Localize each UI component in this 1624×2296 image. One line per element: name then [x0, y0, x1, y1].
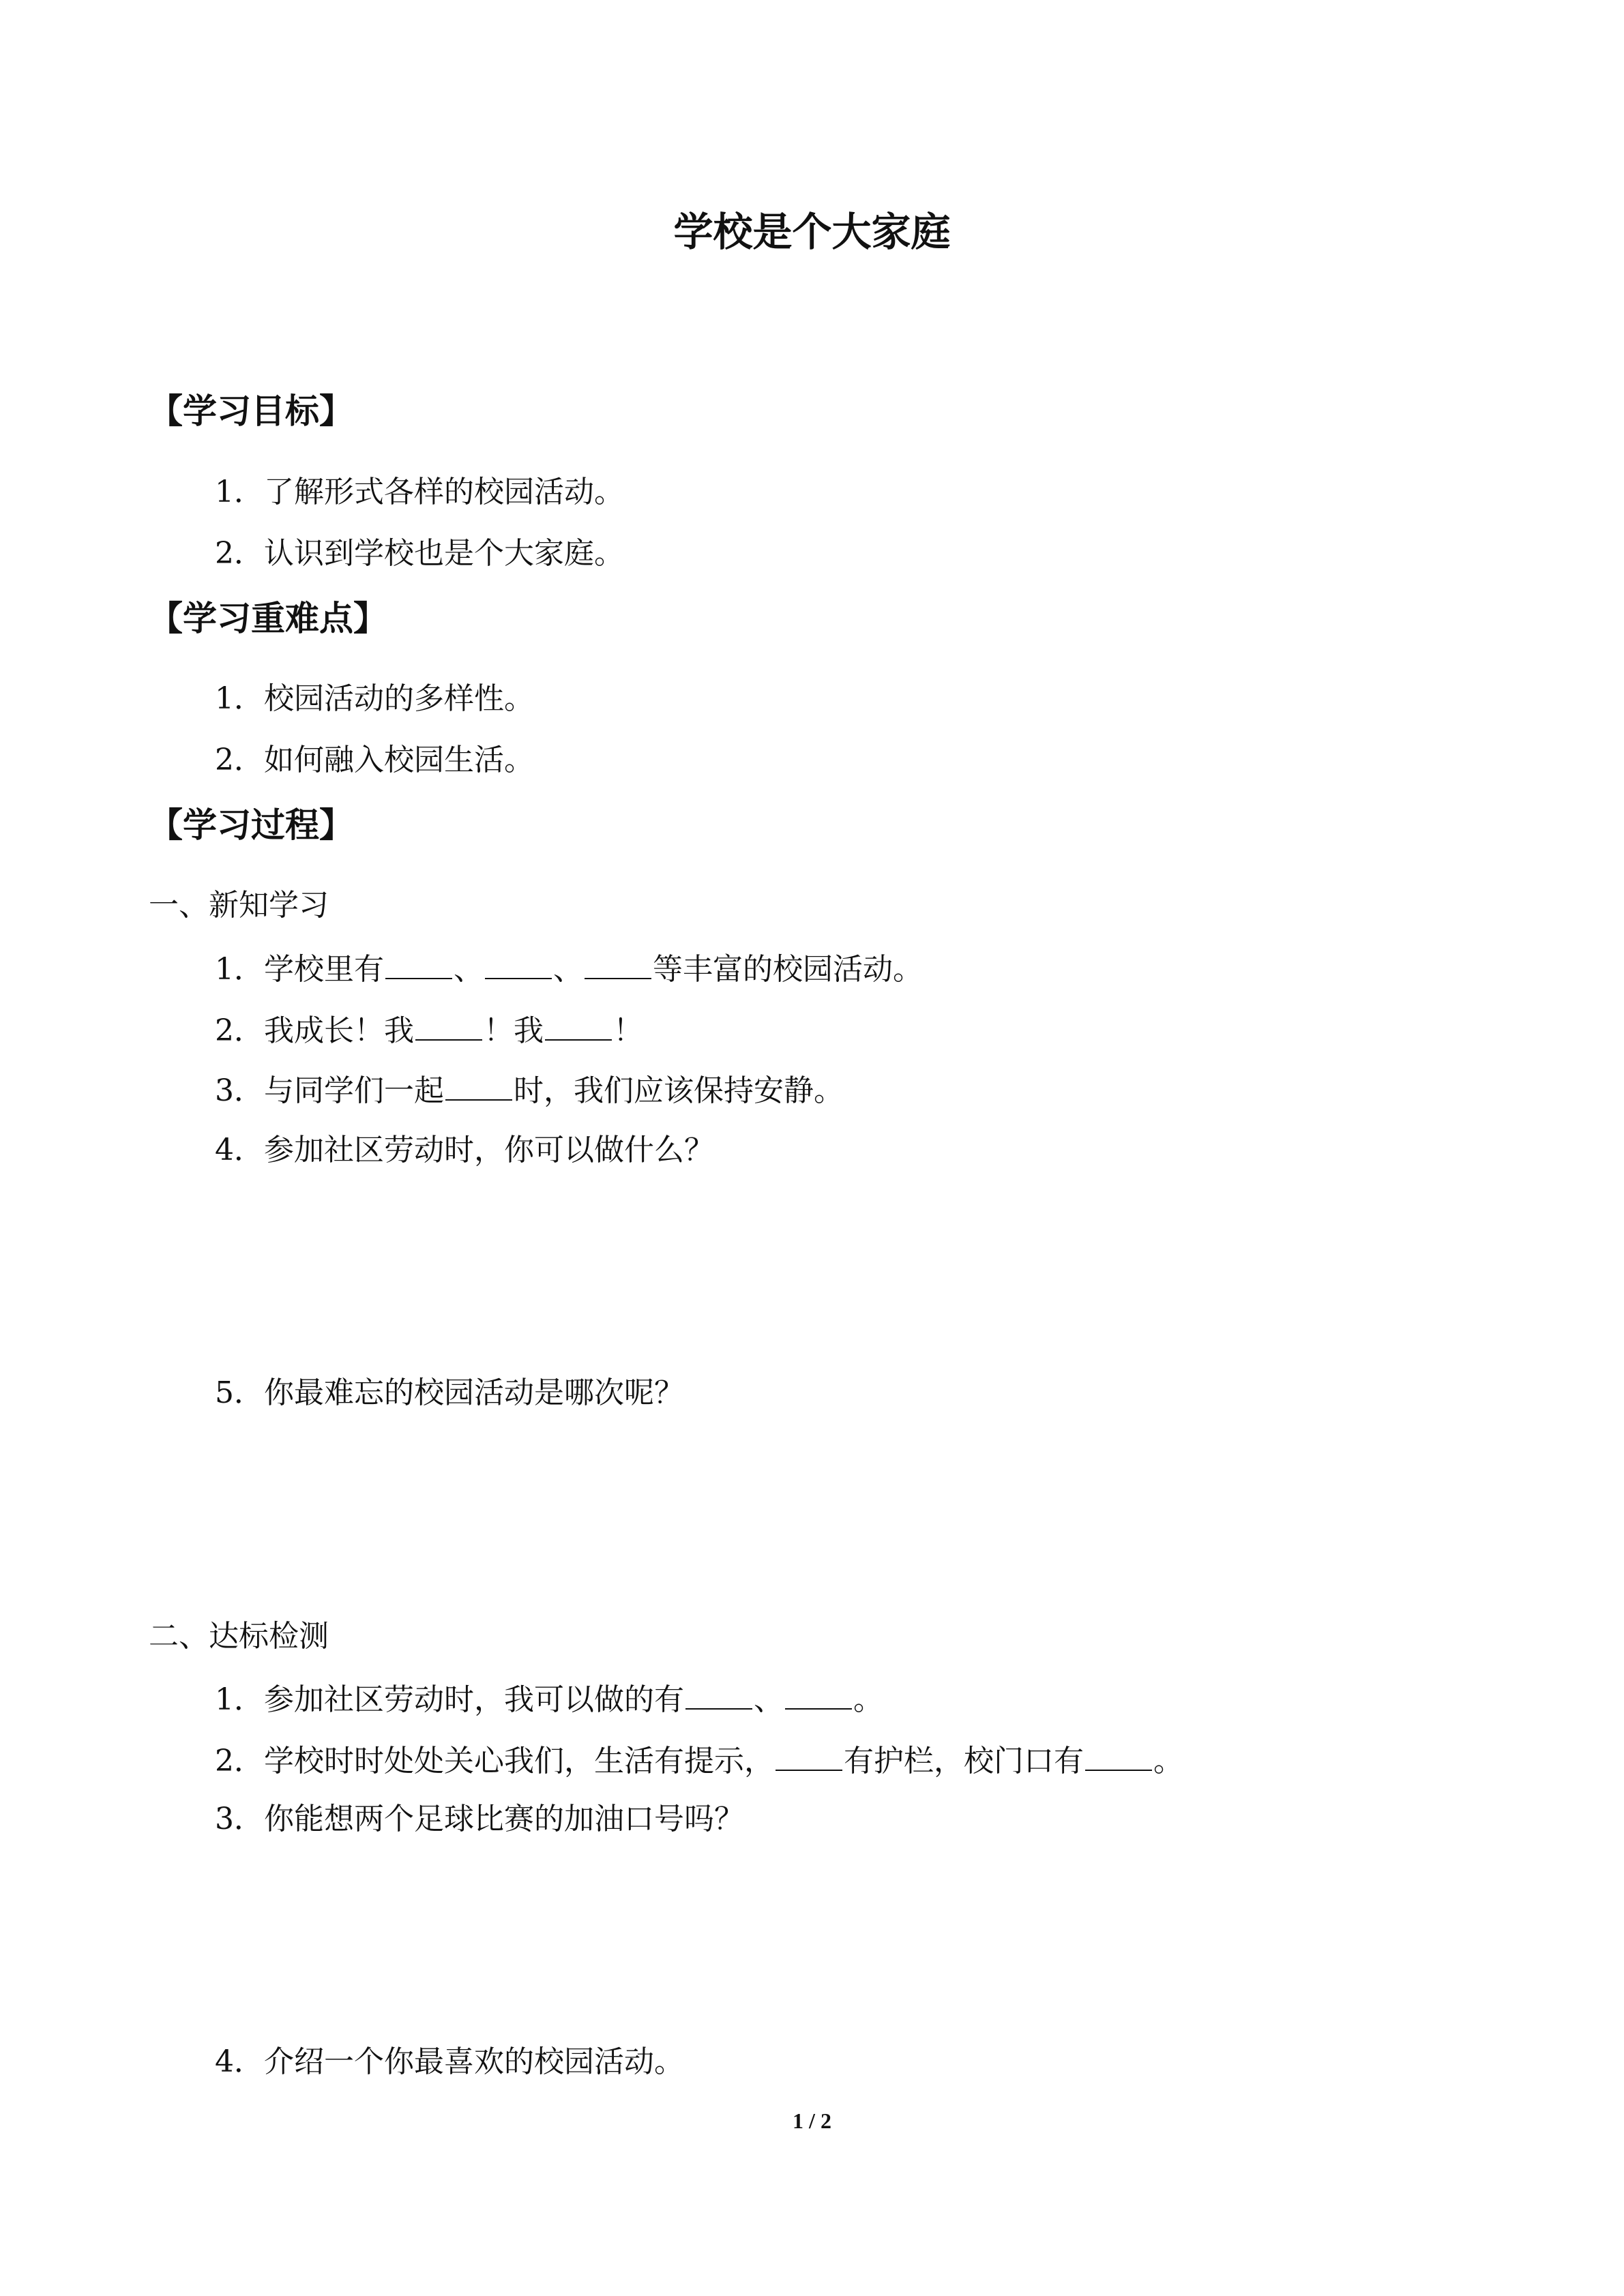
fill-blank[interactable] [585, 948, 651, 979]
question-text: 等丰富的校园活动。 [653, 952, 923, 987]
page-title: 学校是个大家庭 [673, 209, 951, 255]
fill-blank[interactable] [445, 1069, 512, 1101]
assessment-question-1 [215, 1678, 883, 1720]
subsection-heading-assessment: 二、达标检测 [149, 1619, 329, 1654]
fill-blank[interactable] [685, 1678, 752, 1710]
fill-blank[interactable] [545, 1009, 612, 1041]
fill-blank[interactable] [776, 1740, 842, 1771]
question-5: 5．你最难忘的校园活动是哪次呢？ [215, 1375, 684, 1410]
separator: 、 [454, 952, 484, 987]
question-text: 时，我们应该保持安静。 [514, 1073, 844, 1108]
assessment-question-4: 4．介绍一个你最喜欢的校园活动。 [215, 2044, 684, 2079]
question-1 [215, 948, 923, 990]
key-point-item: 1．校园活动的多样性。 [215, 681, 534, 716]
fill-blank[interactable] [1085, 1740, 1152, 1771]
question-text: 。 [853, 1682, 883, 1717]
goal-item: 2．认识到学校也是个大家庭。 [215, 536, 624, 571]
assessment-question-3: 3．你能想两个足球比赛的加油口号吗？ [215, 1802, 744, 1836]
key-point-item: 2．如何融入校园生活。 [215, 743, 534, 777]
separator: 、 [754, 1682, 784, 1717]
assessment-question-2 [215, 1740, 1183, 1782]
subsection-heading-new-knowledge: 一、新知学习 [149, 888, 329, 923]
fill-blank[interactable] [385, 948, 452, 979]
section-heading-key-points: 【学习重难点】 [149, 599, 387, 638]
goal-item: 1．了解形式各样的校园活动。 [215, 475, 624, 509]
page-number: 1 / 2 [793, 2108, 831, 2133]
question-text: 1．参加社区劳动时，我可以做的有 [215, 1682, 684, 1717]
separator: 、 [553, 952, 583, 987]
question-text: 1．学校里有 [215, 952, 384, 987]
section-heading-process: 【学习过程】 [149, 805, 353, 845]
section-heading-goals: 【学习目标】 [149, 391, 353, 431]
question-text: 2．我成长！我 [215, 1013, 414, 1048]
question-text: ！ [613, 1013, 643, 1048]
question-text: 。 [1153, 1744, 1183, 1778]
question-text: ！我 [484, 1013, 544, 1048]
question-text: 3．与同学们一起 [215, 1073, 444, 1108]
fill-blank[interactable] [485, 948, 552, 979]
fill-blank[interactable] [785, 1678, 852, 1710]
question-3 [215, 1069, 844, 1112]
fill-blank[interactable] [415, 1009, 482, 1041]
question-text: 2．学校时时处处关心我们，生活有提示， [215, 1744, 774, 1778]
question-text: 有护栏，校门口有 [844, 1744, 1084, 1778]
question-2 [215, 1009, 643, 1052]
question-4: 4．参加社区劳动时，你可以做什么？ [215, 1133, 714, 1167]
